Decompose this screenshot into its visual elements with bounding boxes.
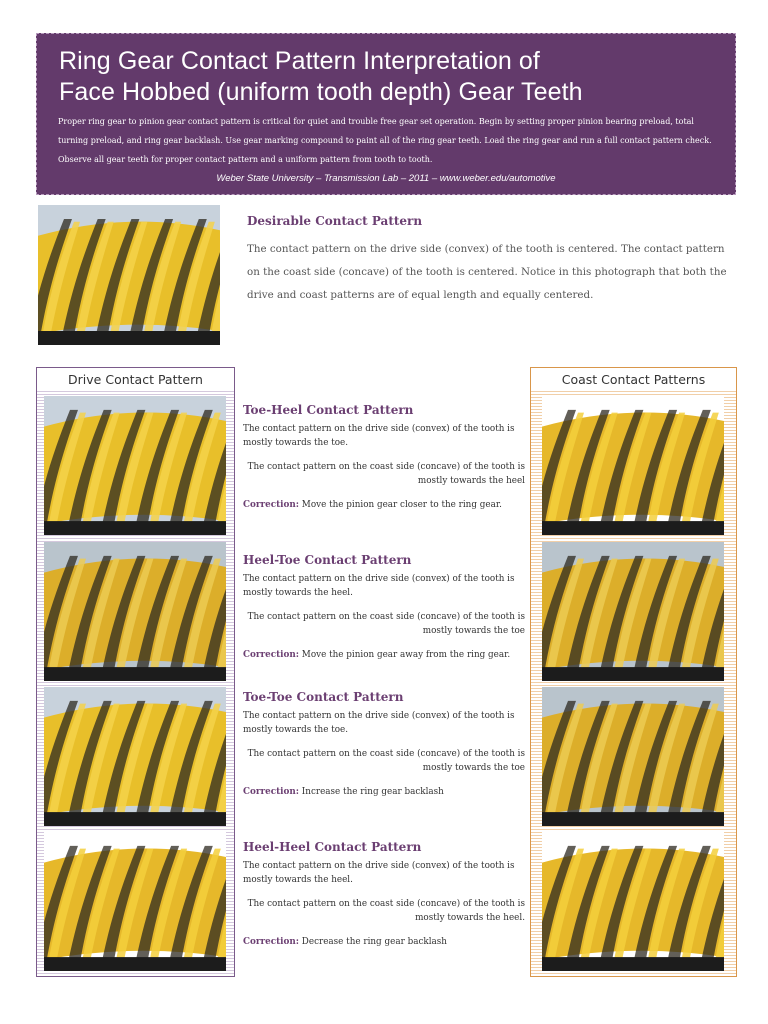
coast-column-title: Coast Contact Patterns <box>531 369 736 391</box>
coast-photo-toe-heel <box>542 396 724 535</box>
page-title: Ring Gear Contact Pattern Interpretation of Face Hobbed (uniform tooth depth) Gear Teeth <box>59 47 583 106</box>
coast-description: The contact pattern on the coast side (concave) of the tooth is mostly towards the toe <box>247 612 525 636</box>
coast-description: The contact pattern on the coast side (concave) of the tooth is mostly towards the heel <box>247 462 525 486</box>
section-title: Toe-Toe Contact Pattern <box>243 690 404 704</box>
drive-description: The contact pattern on the drive side (convex) of the tooth is mostly towards the toe. <box>243 711 515 735</box>
coast-description: The contact pattern on the coast side (concave) of the tooth is mostly towards the heel. <box>247 899 525 923</box>
drive-column-title: Drive Contact Pattern <box>37 369 234 391</box>
correction-label: Correction: <box>243 937 300 947</box>
correction <box>243 648 525 662</box>
drive-photo-heel-heel <box>44 832 226 971</box>
correction-label: Correction: <box>243 787 300 797</box>
drive-description: The contact pattern on the drive side (convex) of the tooth is mostly towards the toe. <box>243 424 515 448</box>
header-banner <box>36 33 736 195</box>
section-title: Heel-Toe Contact Pattern <box>243 553 412 567</box>
coast-photo-heel-heel <box>542 832 724 971</box>
section-toe-heel <box>243 403 525 512</box>
coast-photo-heel-toe <box>542 542 724 681</box>
drive-description: The contact pattern on the drive side (convex) of the tooth is mostly towards the heel. <box>243 574 515 598</box>
section-toe-toe <box>243 690 525 799</box>
correction-text: Move the pinion gear away from the ring gear. <box>299 650 511 660</box>
desirable-gear-photo <box>38 205 220 345</box>
correction <box>243 935 525 949</box>
correction-label: Correction: <box>243 650 300 660</box>
correction-text: Decrease the ring gear backlash <box>299 937 447 947</box>
section-heel-heel <box>243 840 525 949</box>
credit-line: Weber State University – Transmission Lab – 2011 – www.weber.edu/automotive <box>216 173 556 184</box>
drive-photo-toe-heel <box>44 396 226 535</box>
coast-description: The contact pattern on the coast side (concave) of the tooth is mostly towards the toe <box>247 749 525 773</box>
drive-description: The contact pattern on the drive side (convex) of the tooth is mostly towards the heel. <box>243 861 515 885</box>
correction <box>243 785 525 799</box>
desirable-title: Desirable Contact Pattern <box>247 214 423 228</box>
correction <box>243 498 525 512</box>
correction-label: Correction: <box>243 500 300 510</box>
coast-photo-toe-toe <box>542 687 724 826</box>
section-title: Heel-Heel Contact Pattern <box>243 840 422 854</box>
correction-text: Move the pinion gear closer to the ring gear. <box>299 500 502 510</box>
section-title: Toe-Heel Contact Pattern <box>243 403 414 417</box>
intro-paragraph: Proper ring gear to pinion gear contact pattern is critical for quiet and trouble free gear set operation. Begin by setting proper pinion bearing preload, total turning preload, and ring gear backlash. Use gear marking compound to paint all of the ring gear teeth. Load the ring gear and run a full contact pattern check. Observe all gear teeth for proper contact pattern and a uniform pattern from tooth to tooth. <box>58 117 712 164</box>
desirable-text: The contact pattern on the drive side (convex) of the tooth is centered. The contact pattern on the coast side (concave) of the tooth is centered. Notice in this photograph that both the drive and coast patterns are of equal length and equally centered. <box>247 243 727 301</box>
drive-photo-heel-toe <box>44 542 226 681</box>
drive-photo-toe-toe <box>44 687 226 826</box>
correction-text: Increase the ring gear backlash <box>299 787 444 797</box>
section-heel-toe <box>243 553 525 662</box>
